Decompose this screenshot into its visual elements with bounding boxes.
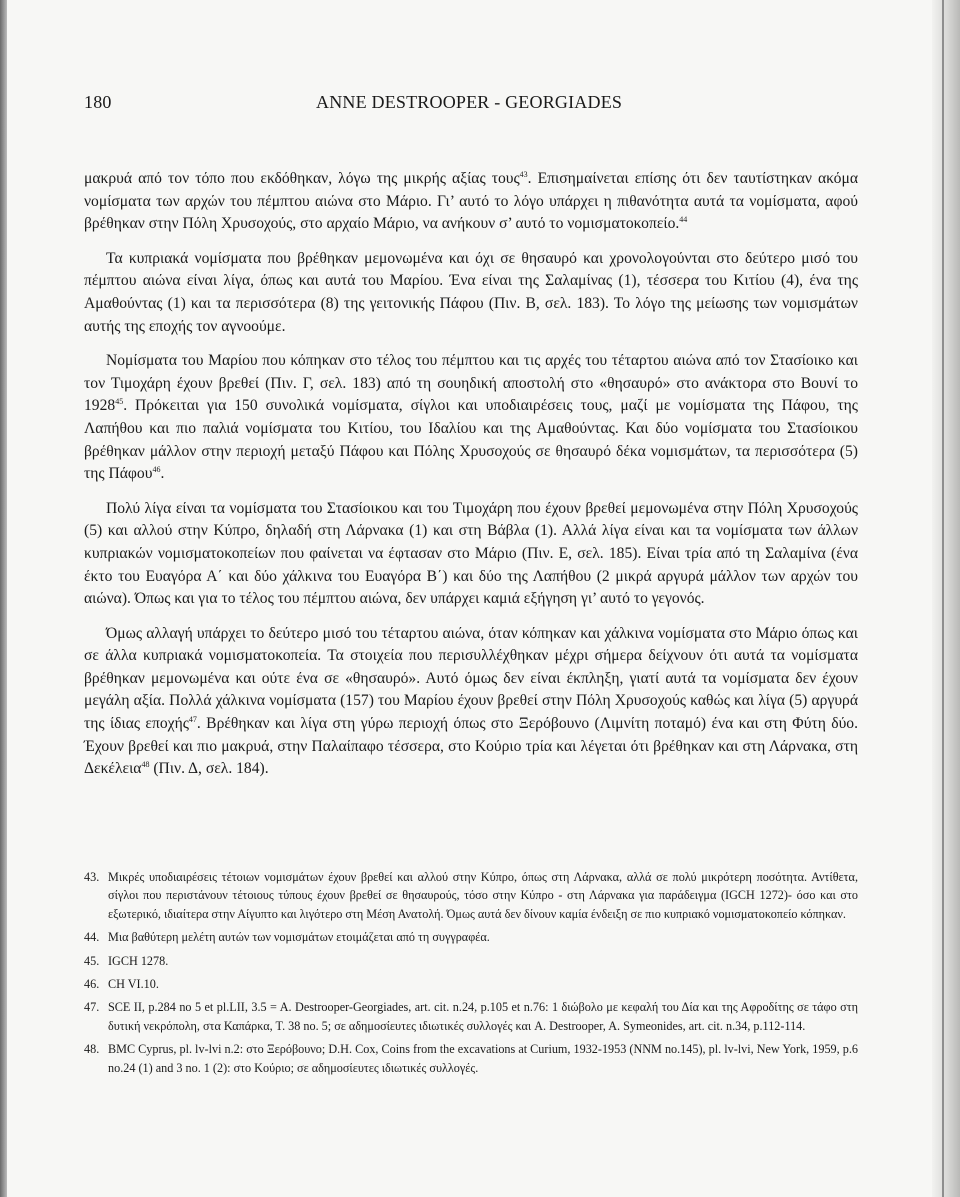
paragraph-3 bbox=[84, 350, 858, 486]
paragraph-1-text-b: . Επισημαίνεται επίσης ότι δεν ταυτίστηκαν ακόμα νομίσματα των αρχών του πέμπτου αιώνα στο Μάριο. Γι’ αυτό το λόγο υπάρχει η πιθανότητα αυτά τα νομίσματα, αφού βρέθηκαν στην Πόλη Χρυσοχούς, στο αρχαίο Μάριο, να ανήκουν σ’ αυτό το νομισματοκοπείο. bbox=[84, 170, 858, 233]
footnote-43 bbox=[84, 868, 858, 923]
paragraph-3-text-c: . bbox=[160, 465, 165, 483]
body-text bbox=[84, 168, 858, 793]
footnote-46 bbox=[84, 975, 858, 993]
footnote-ref-45: 45 bbox=[115, 397, 124, 407]
footnote-number: 47. bbox=[84, 1000, 100, 1015]
running-head: ANNE DESTROOPER - GEORGIADES bbox=[316, 92, 623, 112]
footnote-44 bbox=[84, 928, 858, 946]
footnote-47 bbox=[84, 998, 858, 1035]
footnote-ref-46: 46 bbox=[152, 464, 161, 474]
footnote-ref-48: 48 bbox=[141, 760, 150, 770]
footnote-text: SCE II, p.284 no 5 et pl.LII, 3.5 = A. Destrooper-Georgiades, art. cit. n.24, p.105 et n.76: 1 διώβολο με κεφαλή του Δία και της Αφροδίτης σε τάφο στη δυτική νεκρόπολη, στα Καπάρκα, Τ. 38 no. 5; σε αδημοσίευτες ιδιωτικές συλλογές και A. Destrooper, A. Symeonides, art. cit. n.34, p.112-114. bbox=[108, 1000, 858, 1033]
paragraph-1 bbox=[84, 168, 858, 236]
footnote-number: 44. bbox=[84, 930, 100, 945]
footnote-48 bbox=[84, 1040, 858, 1077]
paragraph-5-text-a: Όμως αλλαγή υπάρχει το δεύτερο μισό του τέταρτου αιώνα, όταν κόπηκαν και χάλκινα νομίσματα στο Μάριο όπως και σε άλλα κυπριακά νομισματοκοπεία. Τα στοιχεία που περισυλλέχθηκαν μέχρι σήμερα δείχνουν ότι αυτά τα νομίσματα βρέθηκαν μεμονωμένα και ούτε ένα σε «θησαυρό». Αυτό όμως δεν είναι έκπληξη, γιατί αυτά τα νομίσματα δεν έχουν μεγάλη αξία. Πολλά χάλκινα νομίσματα (157) του Μαρίου έχουν βρεθεί στην Πόλη Χρυσοχούς καθώς και λίγα (5) αργυρά της ίδιας εποχής bbox=[84, 624, 858, 733]
paragraph-1-text-a: μακρυά από τον τόπο που εκδόθηκαν, λόγω της μικρής αξίας τους bbox=[84, 170, 520, 187]
footnote-ref-47: 47 bbox=[188, 714, 197, 724]
footnote-number: 46. bbox=[84, 977, 100, 992]
page-right-edge bbox=[932, 0, 960, 1197]
page-number: 180 bbox=[84, 92, 112, 112]
page-left-edge bbox=[0, 0, 7, 1197]
footnote-text: IGCH 1278. bbox=[108, 953, 169, 968]
footnote-ref-44: 44 bbox=[679, 215, 688, 224]
paragraph-5-text-b: . Βρέθηκαν και λίγα στη γύρω περιοχή όπως στο Ξερόβουνο (Λιμνίτη ποταμό) ένα και στη Φύτη δύο. Έχουν βρεθεί και πιο μακρυά, στην Παλαίπαφο τέσσερα, στο Κούριο τρία και λέγεται ότι βρέθηκαν και στη Λάρνακα, στη Δεκέλεια bbox=[84, 715, 858, 778]
footnote-text: Μικρές υποδιαιρέσεις τέτοιων νομισμάτων έχουν βρεθεί και αλλού στην Κύπρο, όπως στη Λάρνακα, αλλά σε πολύ μικρότερη ποσότητα. Αντίθετα, σίγλοι που περιστάνουν τέτοιους τύπους έχουν βρεθεί σε θησαυρούς, τόσο στην Κύπρο - στη Λάρνακα για παράδειγμα (IGCH 1272)- όσο και στο εξωτερικό, ιδιαίτερα στην Αίγυπτο και λιγότερο στη Μέση Ανατολή. Όμως αυτά δεν δίνουν καμία ένδειξη σε πιο κυπριακό νομισματοκοπείο κόπηκαν. bbox=[108, 870, 858, 921]
paragraph-3-text-a: Νομίσματα του Μαρίου που κόπηκαν στο τέλος του πέμπτου και τις αρχές του τέταρτου αιώνα από τον Στασίοικο και τον Τιμοχάρη έχουν βρεθεί (Πιν. Γ, σελ. 183) από τη σουηδική αποστολή στο «θησαυρό» στο ανάκτορα στο Βουνί το 1928 bbox=[84, 352, 858, 415]
paragraph-3-text-b: . Πρόκειται για 150 συνολικά νομίσματα, σίγλοι και υποδιαιρέσεις τους, μαζί με νομίσματα της Πάφου, της Λαπήθου και πιο παλιά νομίσματα του Κιτίου, του Ιδαλίου και της Αμαθούντας. Και δύο νομίσματα του Στασίοικου βρέθηκαν μάλλον στην περιοχή μεταξύ Πάφου και Πόλης Χρυσοχούς σε θησαυρό δέκα νομισμάτων, τα περισσότερα (5) της Πάφου bbox=[84, 397, 858, 483]
footnote-text: Μια βαθύτερη μελέτη αυτών των νομισμάτων ετοιμάζεται από τη συγγραφέα. bbox=[108, 930, 490, 945]
footnotes bbox=[84, 868, 858, 1082]
footnote-ref-43: 43 bbox=[519, 169, 528, 179]
footnote-45 bbox=[84, 952, 858, 970]
paragraph-5-text-c: (Πιν. Δ, σελ. 184). bbox=[149, 760, 269, 778]
footnote-text: CH VI.10. bbox=[108, 977, 159, 992]
page-right-edge-line bbox=[942, 0, 944, 1197]
footnote-text: BMC Cyprus, pl. lv-lvi n.2: στο Ξερόβουνο; D.H. Cox, Coins from the excavations at Curium, 1932-1953 (NNM no.145), pl. lv-lvi, New York, 1959, p.6 no.24 (1) and 3 no. 1 (2): στο Κούριο; σε αδημοσίευτες ιδιωτικές συλλογές. bbox=[108, 1042, 858, 1075]
footnote-number: 48. bbox=[84, 1042, 100, 1057]
paragraph-4: Πολύ λίγα είναι τα νομίσματα του Στασίοικου και του Τιμοχάρη που έχουν βρεθεί μεμονωμένα στην Πόλη Χρυσοχούς (5) και αλλού στην Κύπρο, δηλαδή στη Λάρνακα (1) και στη Βάβλα (1). Αλλά λίγα είναι και τα νομίσματα των άλλων κυπριακών νομισματοκοπείων που φαίνεται να έφτασαν στο Μάριο (Πιν. Ε, σελ. 185). Είναι τρία από τη Σαλαμίνα (ένα έκτο του Ευαγόρα Α΄ και δύο χάλκινα του Ευαγόρα Β΄) και δύο της Λαπήθου (2 μικρά αργυρά μάλλον των αρχών του αιώνα). Όπως και για το τέλος του πέμπτου αιώνα, δεν υπάρχει καμιά εξήγηση γι’ αυτό το γεγονός. bbox=[84, 499, 858, 608]
footnote-number: 45. bbox=[84, 953, 100, 968]
paragraph-2: Τα κυπριακά νομίσματα που βρέθηκαν μεμονωμένα και όχι σε θησαυρό και χρονολογούνται στο δεύτερο μισό του πέμπτου αιώνα είναι λίγα, όπως και αυτά του Μαρίου. Ένα είναι της Σαλαμίνας (1), τέσσερα του Κιτίου (4), ένα της Αμαθούντας (1) και τα περισσότερα (8) της γειτονικής Πάφου (Πιν. Β, σελ. 183). Το λόγο της μείωσης των νομισμάτων αυτής της εποχής τον αγνοούμε. bbox=[84, 249, 858, 335]
footnote-number: 43. bbox=[84, 870, 100, 884]
paragraph-5 bbox=[84, 623, 858, 781]
